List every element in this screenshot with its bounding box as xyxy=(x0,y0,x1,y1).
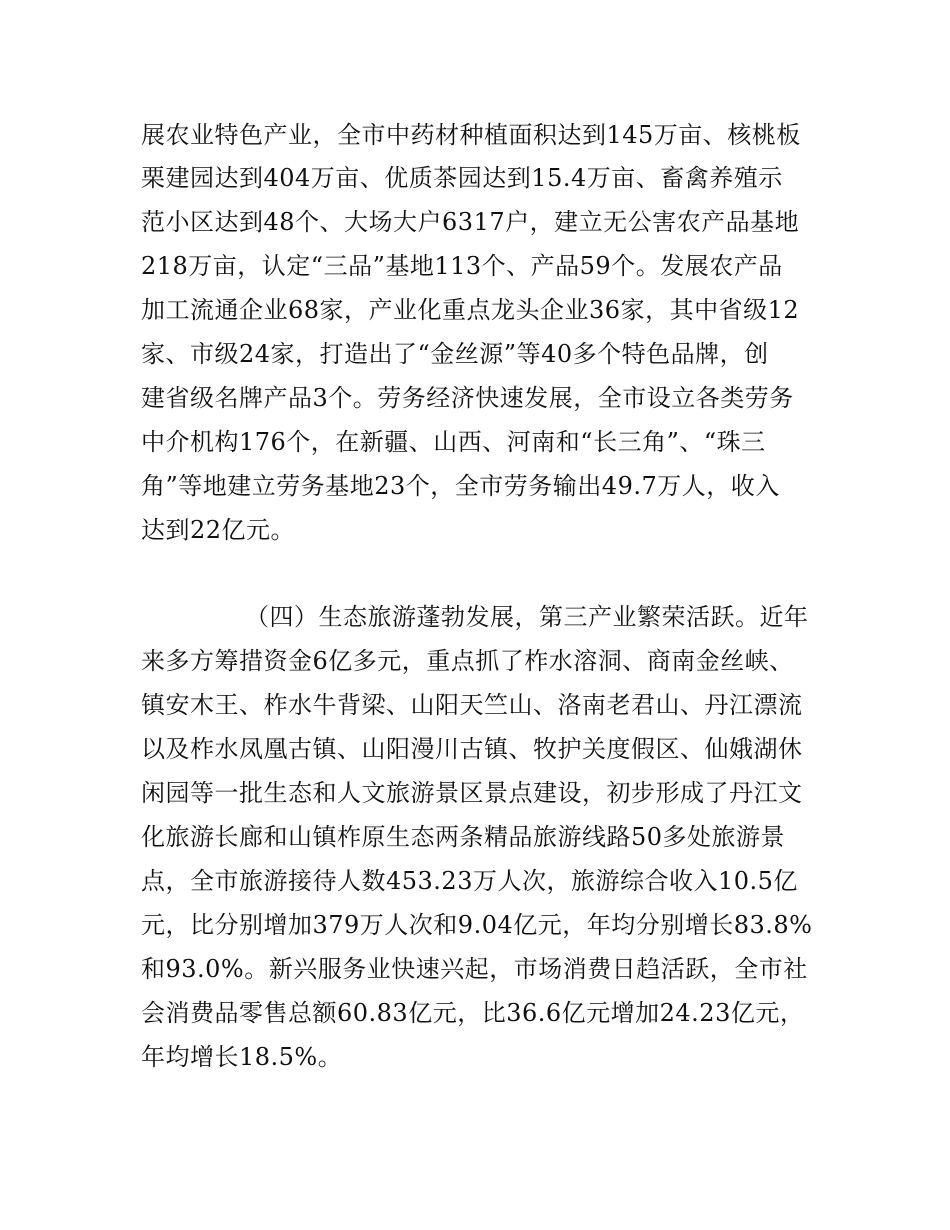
text-line: 展农业特色产业，全市中药材种植面积达到145万亩、核桃板 xyxy=(141,121,801,149)
text-line: 加工流通企业68家，产业化重点龙头企业36家，其中省级12 xyxy=(141,296,800,324)
text-line: 角”等地建立劳务基地23个，全市劳务输出49.7万人，收入 xyxy=(141,472,780,500)
section-heading-line: （四）生态旅游蓬勃发展，第三产业繁荣活跃。近年 xyxy=(245,603,809,631)
text-line: 达到22亿元。 xyxy=(141,516,296,544)
text-line: 镇安木王、柞水牛背梁、山阳天竺山、洛南老君山、丹江漂流 xyxy=(141,691,803,719)
text-line: 闲园等一批生态和人文旅游景区景点建设，初步形成了丹江文 xyxy=(141,779,803,807)
text-line: 以及柞水凤凰古镇、山阳漫川古镇、牧护关度假区、仙娥湖休 xyxy=(141,735,803,763)
text-line: 218万亩，认定“三品”基地113个、产品59个。发展农产品 xyxy=(141,252,783,280)
text-line: 元，比分别增加379万人次和9.04亿元，年均分别增长83.8% xyxy=(141,911,813,939)
text-line: 会消费品零售总额60.83亿元，比36.6亿元增加24.23亿元， xyxy=(141,999,805,1027)
text-line: 化旅游长廊和山镇柞原生态两条精品旅游线路50多处旅游景 xyxy=(141,823,786,851)
text-line: 年均增长18.5%。 xyxy=(141,1043,343,1071)
text-line: 家、市级24家，打造出了“金丝源”等40多个特色品牌，创 xyxy=(141,340,769,368)
text-line: 点，全市旅游接待人数453.23万人次，旅游综合收入10.5亿 xyxy=(141,867,798,895)
text-line: 建省级名牌产品3个。劳务经济快速发展，全市设立各类劳务 xyxy=(141,384,794,412)
text-line: 和93.0%。新兴服务业快速兴起，市场消费日趋活跃，全市社 xyxy=(141,955,808,983)
text-line: 中介机构176个，在新疆、山西、河南和“长三角”、“珠三 xyxy=(141,428,766,456)
text-line: 栗建园达到404万亩、优质茶园达到15.4万亩、畜禽养殖示 xyxy=(141,164,783,192)
text-line: 来多方筹措资金6亿多元，重点抓了柞水溶洞、商南金丝峡、 xyxy=(141,647,794,675)
text-line: 范小区达到48个、大场大户6317户，建立无公害农产品基地 xyxy=(141,208,800,236)
